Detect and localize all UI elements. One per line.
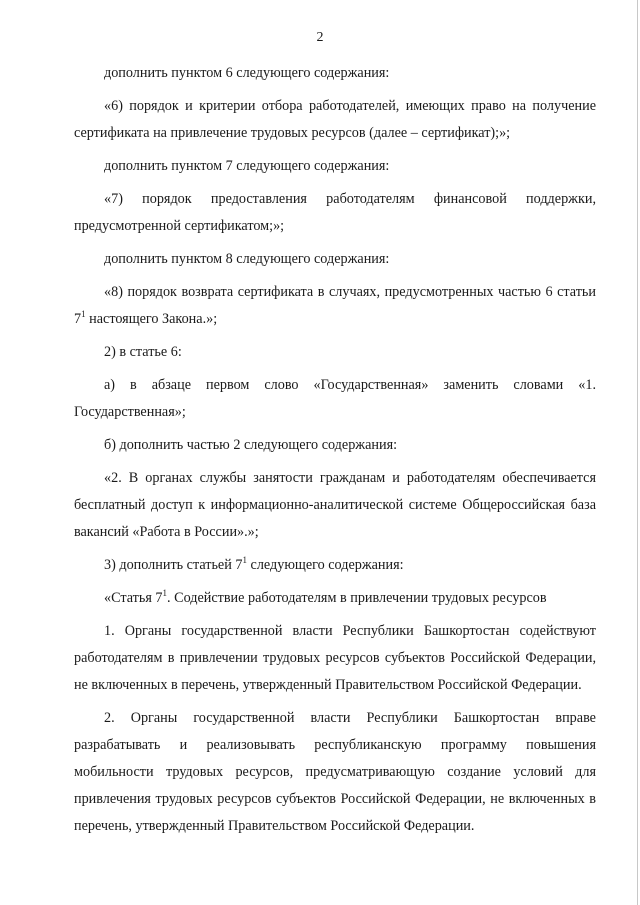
add-article-end: следующего содержания: — [250, 557, 404, 573]
article-7-1-heading — [74, 585, 596, 612]
paragraph-item-7-text: «7) порядок предоставления работодателям финансовой поддержки, предусмотренной сертификатом;»; — [74, 191, 596, 234]
add-article-start: 3) дополнить статьей 7 — [104, 557, 243, 573]
paragraph-item-6-text: «6) порядок и критерии отбора работодателей, имеющих право на получение сертификата на привлечение трудовых ресурсов (далее – сертификат);»; — [74, 98, 596, 141]
superscript: 1 — [162, 588, 168, 598]
document-body — [74, 60, 596, 840]
item-8-text-end: настоящего Закона.»; — [89, 311, 218, 327]
paragraph-article-7-1-part-2: 2. Органы государственной власти Республики Башкортостан вправе разрабатывать и реализовывать республиканскую программу повышения мобильности трудовых ресурсов, предусматривающую создание условий для привлечения трудовых ресурсов субъектов Российской Федерации, не включенных в перечень, утвержденный Правительством Российской Федерации. — [74, 710, 596, 834]
paragraph-add-item-6: дополнить пунктом 6 следующего содержания: — [104, 65, 390, 81]
paragraph-article-6: 2) в статье 6: — [104, 344, 182, 360]
paragraph-add-article-7-1 — [74, 552, 596, 579]
paragraph-add-item-7: дополнить пунктом 7 следующего содержания: — [104, 158, 390, 174]
paragraph-article-6-a: а) в абзаце первом слово «Государственная» заменить словами «1. Государственная»; — [74, 377, 596, 420]
page-edge — [637, 0, 638, 905]
article-heading-end: . Содействие работодателям в привлечении трудовых ресурсов — [167, 590, 547, 606]
superscript: 1 — [81, 309, 86, 319]
paragraph-part-2-text: «2. В органах службы занятости гражданам и работодателям обеспечивается бесплатный доступ к информационно-аналитической системе Общероссийская база вакансий «Работа в России».»; — [74, 470, 596, 540]
page-number: 2 — [316, 30, 324, 45]
paragraph-item-8-text — [74, 279, 596, 333]
article-heading-start: «Статья 7 — [104, 590, 163, 606]
paragraph-add-item-8: дополнить пунктом 8 следующего содержания: — [104, 251, 390, 267]
paragraph-article-7-1-part-1: 1. Органы государственной власти Республики Башкортостан содействуют работодателям в привлечении трудовых ресурсов субъектов Российской Федерации, не включенных в перечень, утвержденный Правительством Российской Федерации. — [74, 623, 596, 693]
item-8-text-start: «8) порядок возврата сертификата в случаях, предусмотренных частью 6 статьи 7 — [74, 284, 596, 327]
superscript: 1 — [242, 555, 247, 565]
paragraph-article-6-b: б) дополнить частью 2 следующего содержания: — [104, 437, 398, 453]
